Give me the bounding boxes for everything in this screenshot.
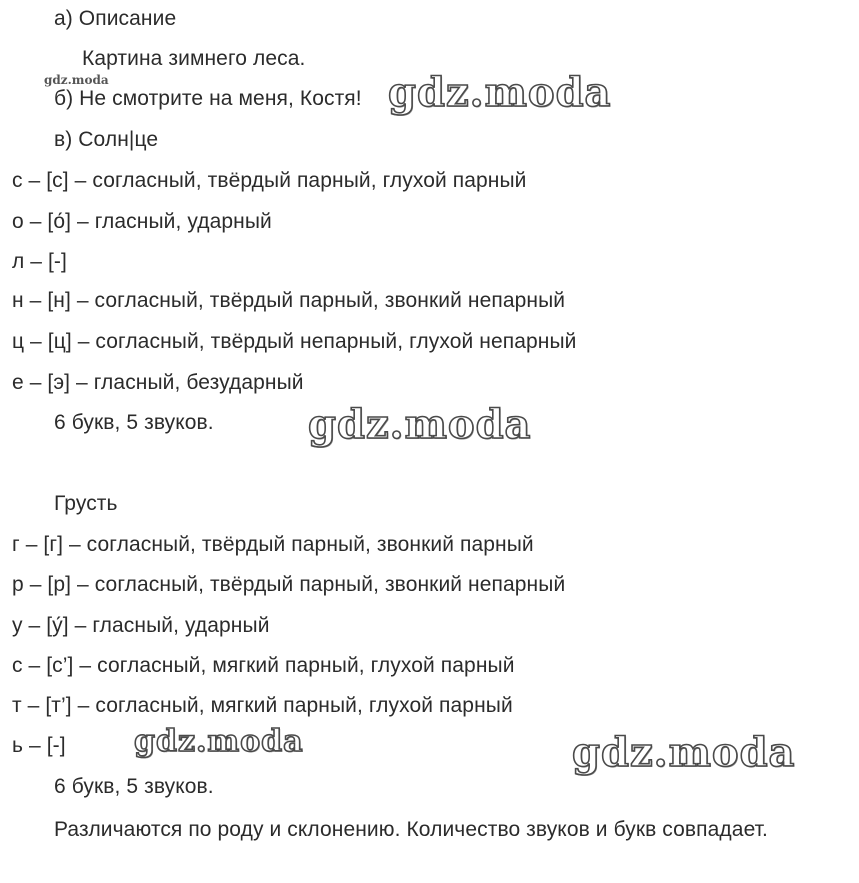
word-heading: Грусть — [54, 492, 118, 515]
phonetic-line: с – [с] – согласный, твёрдый парный, глухой парный — [12, 169, 527, 192]
part-a-heading: а) Описание — [54, 7, 177, 30]
phonetic-line: т – [т’] – согласный, мягкий парный, глухой парный — [12, 694, 513, 717]
part-a-text: Картина зимнего леса. — [82, 47, 306, 70]
phonetic-line: г – [г] – согласный, твёрдый парный, звонкий парный — [12, 533, 534, 556]
phonetic-line: л – [-] — [12, 250, 67, 273]
part-b-text: б) Не смотрите на меня, Костя! — [54, 87, 362, 110]
phonetic-line: с – [с’] – согласный, мягкий парный, глухой парный — [12, 654, 515, 677]
phonetic-line: е – [э] – гласный, безударный — [12, 371, 304, 394]
phonetic-line: ь – [-] — [12, 734, 66, 757]
phonetic-line: н – [н] – согласный, твёрдый парный, звонкий непарный — [12, 289, 566, 312]
phonetic-line: у – [у́] – гласный, ударный — [12, 614, 270, 637]
watermark: gdz.moda — [134, 724, 304, 759]
part-c-heading: в) Солн|це — [54, 128, 159, 151]
letter-sound-count: 6 букв, 5 звуков. — [54, 411, 214, 434]
watermark: gdz.moda — [572, 729, 796, 776]
phonetic-line: р – [р] – согласный, твёрдый парный, звонкий непарный — [12, 573, 566, 596]
watermark: gdz.moda — [388, 69, 612, 116]
letter-sound-count: 6 букв, 5 звуков. — [54, 775, 214, 798]
watermark: gdz.moda — [308, 401, 532, 448]
phonetic-line: о – [о́] – гласный, ударный — [12, 210, 272, 233]
phonetic-line: ц – [ц] – согласный, твёрдый непарный, глухой непарный — [12, 330, 577, 353]
conclusion-text: Различаются по роду и склонению. Количество звуков и букв совпадает. — [54, 818, 768, 841]
watermark-small: gdz.moda — [44, 73, 109, 87]
